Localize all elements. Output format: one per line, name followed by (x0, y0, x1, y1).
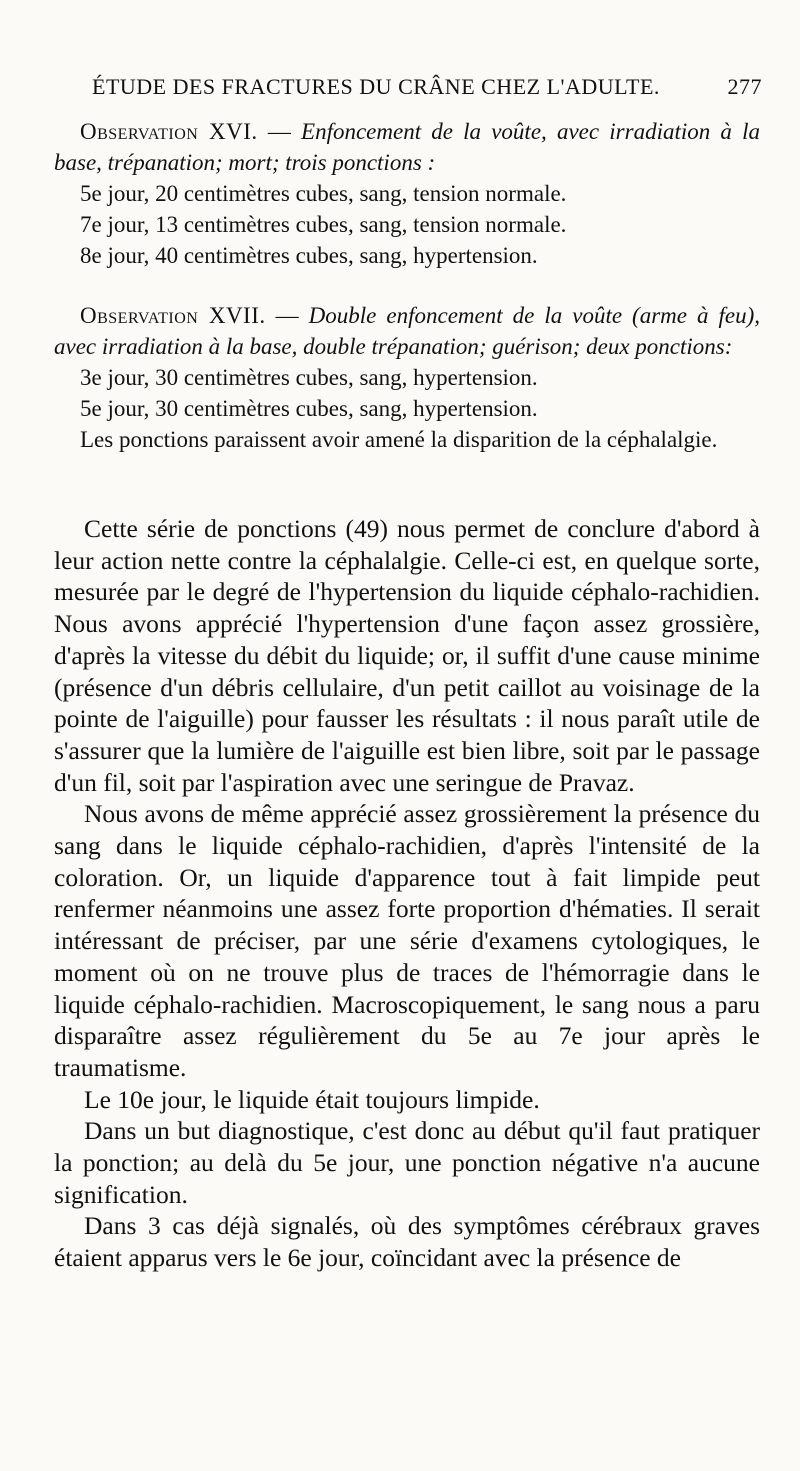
observation-16-line: 5e jour, 20 centimètres cubes, sang, tension normale. (80, 181, 567, 206)
observation-16-title: Enfoncement de la voûte, avec irradiation à la base, trépanation; mort; trois ponctions : (54, 119, 760, 175)
observation-17-title: Double enfoncement de la voûte (arme à feu), avec irradiation à la base, double trépanation; guérison; deux ponctions: (54, 303, 761, 359)
observation-16-line: 8e jour, 40 centimètres cubes, sang, hypertension. (80, 243, 538, 268)
observation-17-heading (54, 300, 760, 362)
paragraph: Le 10e jour, le liquide était toujours limpide. (84, 1084, 540, 1114)
running-header (92, 74, 762, 100)
observation-16-line: 7e jour, 13 centimètres cubes, sang, tension normale. (80, 212, 567, 237)
observation-17 (54, 300, 760, 455)
paragraph: Dans un but diagnostique, c'est donc au début qu'il faut pratiquer la ponction; au delà du 5e jour, une ponction négative n'a aucune signification. (54, 1116, 760, 1209)
observation-16-dash: — (257, 119, 302, 144)
page-number: 277 (727, 74, 762, 99)
paragraph: Nous avons de même apprécié assez grossièrement la présence du sang dans le liquide céphalo-rachidien, d'après l'intensité de la coloration. Or, un liquide d'apparence tout à fait limpide peut renfermer néanmoins une assez forte proportion d'hématies. Il serait intéressant de préciser, par une série d'examens cytologiques, le moment où on ne trouve plus de traces de l'hémorragie dans le liquide céphalo-rachidien. Macroscopiquement, le sang nous a paru disparaître assez régulièrement du 5e au 7e jour après le traumatisme. (54, 799, 760, 1082)
observation-17-label: Observation XVII. (80, 303, 266, 328)
observation-16-label: Observation XVI. (80, 119, 258, 144)
paragraph: Dans 3 cas déjà signalés, où des symptômes cérébraux graves étaient apparus vers le 6e jour, coïncidant avec la présence de (54, 1211, 760, 1273)
observation-16-heading (54, 116, 760, 178)
running-title: ÉTUDE DES FRACTURES DU CRÂNE CHEZ L'ADULTE. (92, 74, 660, 99)
main-text (54, 513, 760, 1274)
observation-17-line: 3e jour, 30 centimètres cubes, sang, hypertension. (80, 365, 538, 390)
observation-17-line: 5e jour, 30 centimètres cubes, sang, hypertension. (80, 396, 538, 421)
paragraph: Cette série de ponctions (49) nous permet de conclure d'abord à leur action nette contre la céphalalgie. Celle-ci est, en quelque sorte, mesurée par le degré de l'hypertension du liquide céphalo-rachidien. Nous avons apprécié l'hypertension d'une façon assez grossière, d'après la vitesse du débit du liquide; or, il suffit d'une cause minime (présence d'un débris cellulaire, d'un petit caillot au voisinage de la pointe de l'aiguille) pour fausser les résultats : il nous paraît utile de s'assurer que la lumière de l'aiguille est bien libre, soit par le passage d'un fil, soit par l'aspiration avec une seringue de Pravaz. (54, 514, 760, 797)
observation-17-dash: — (265, 303, 309, 328)
observation-17-note: Les ponctions paraissent avoir amené la disparition de la céphalalgie. (80, 427, 718, 452)
observation-16 (54, 116, 760, 271)
